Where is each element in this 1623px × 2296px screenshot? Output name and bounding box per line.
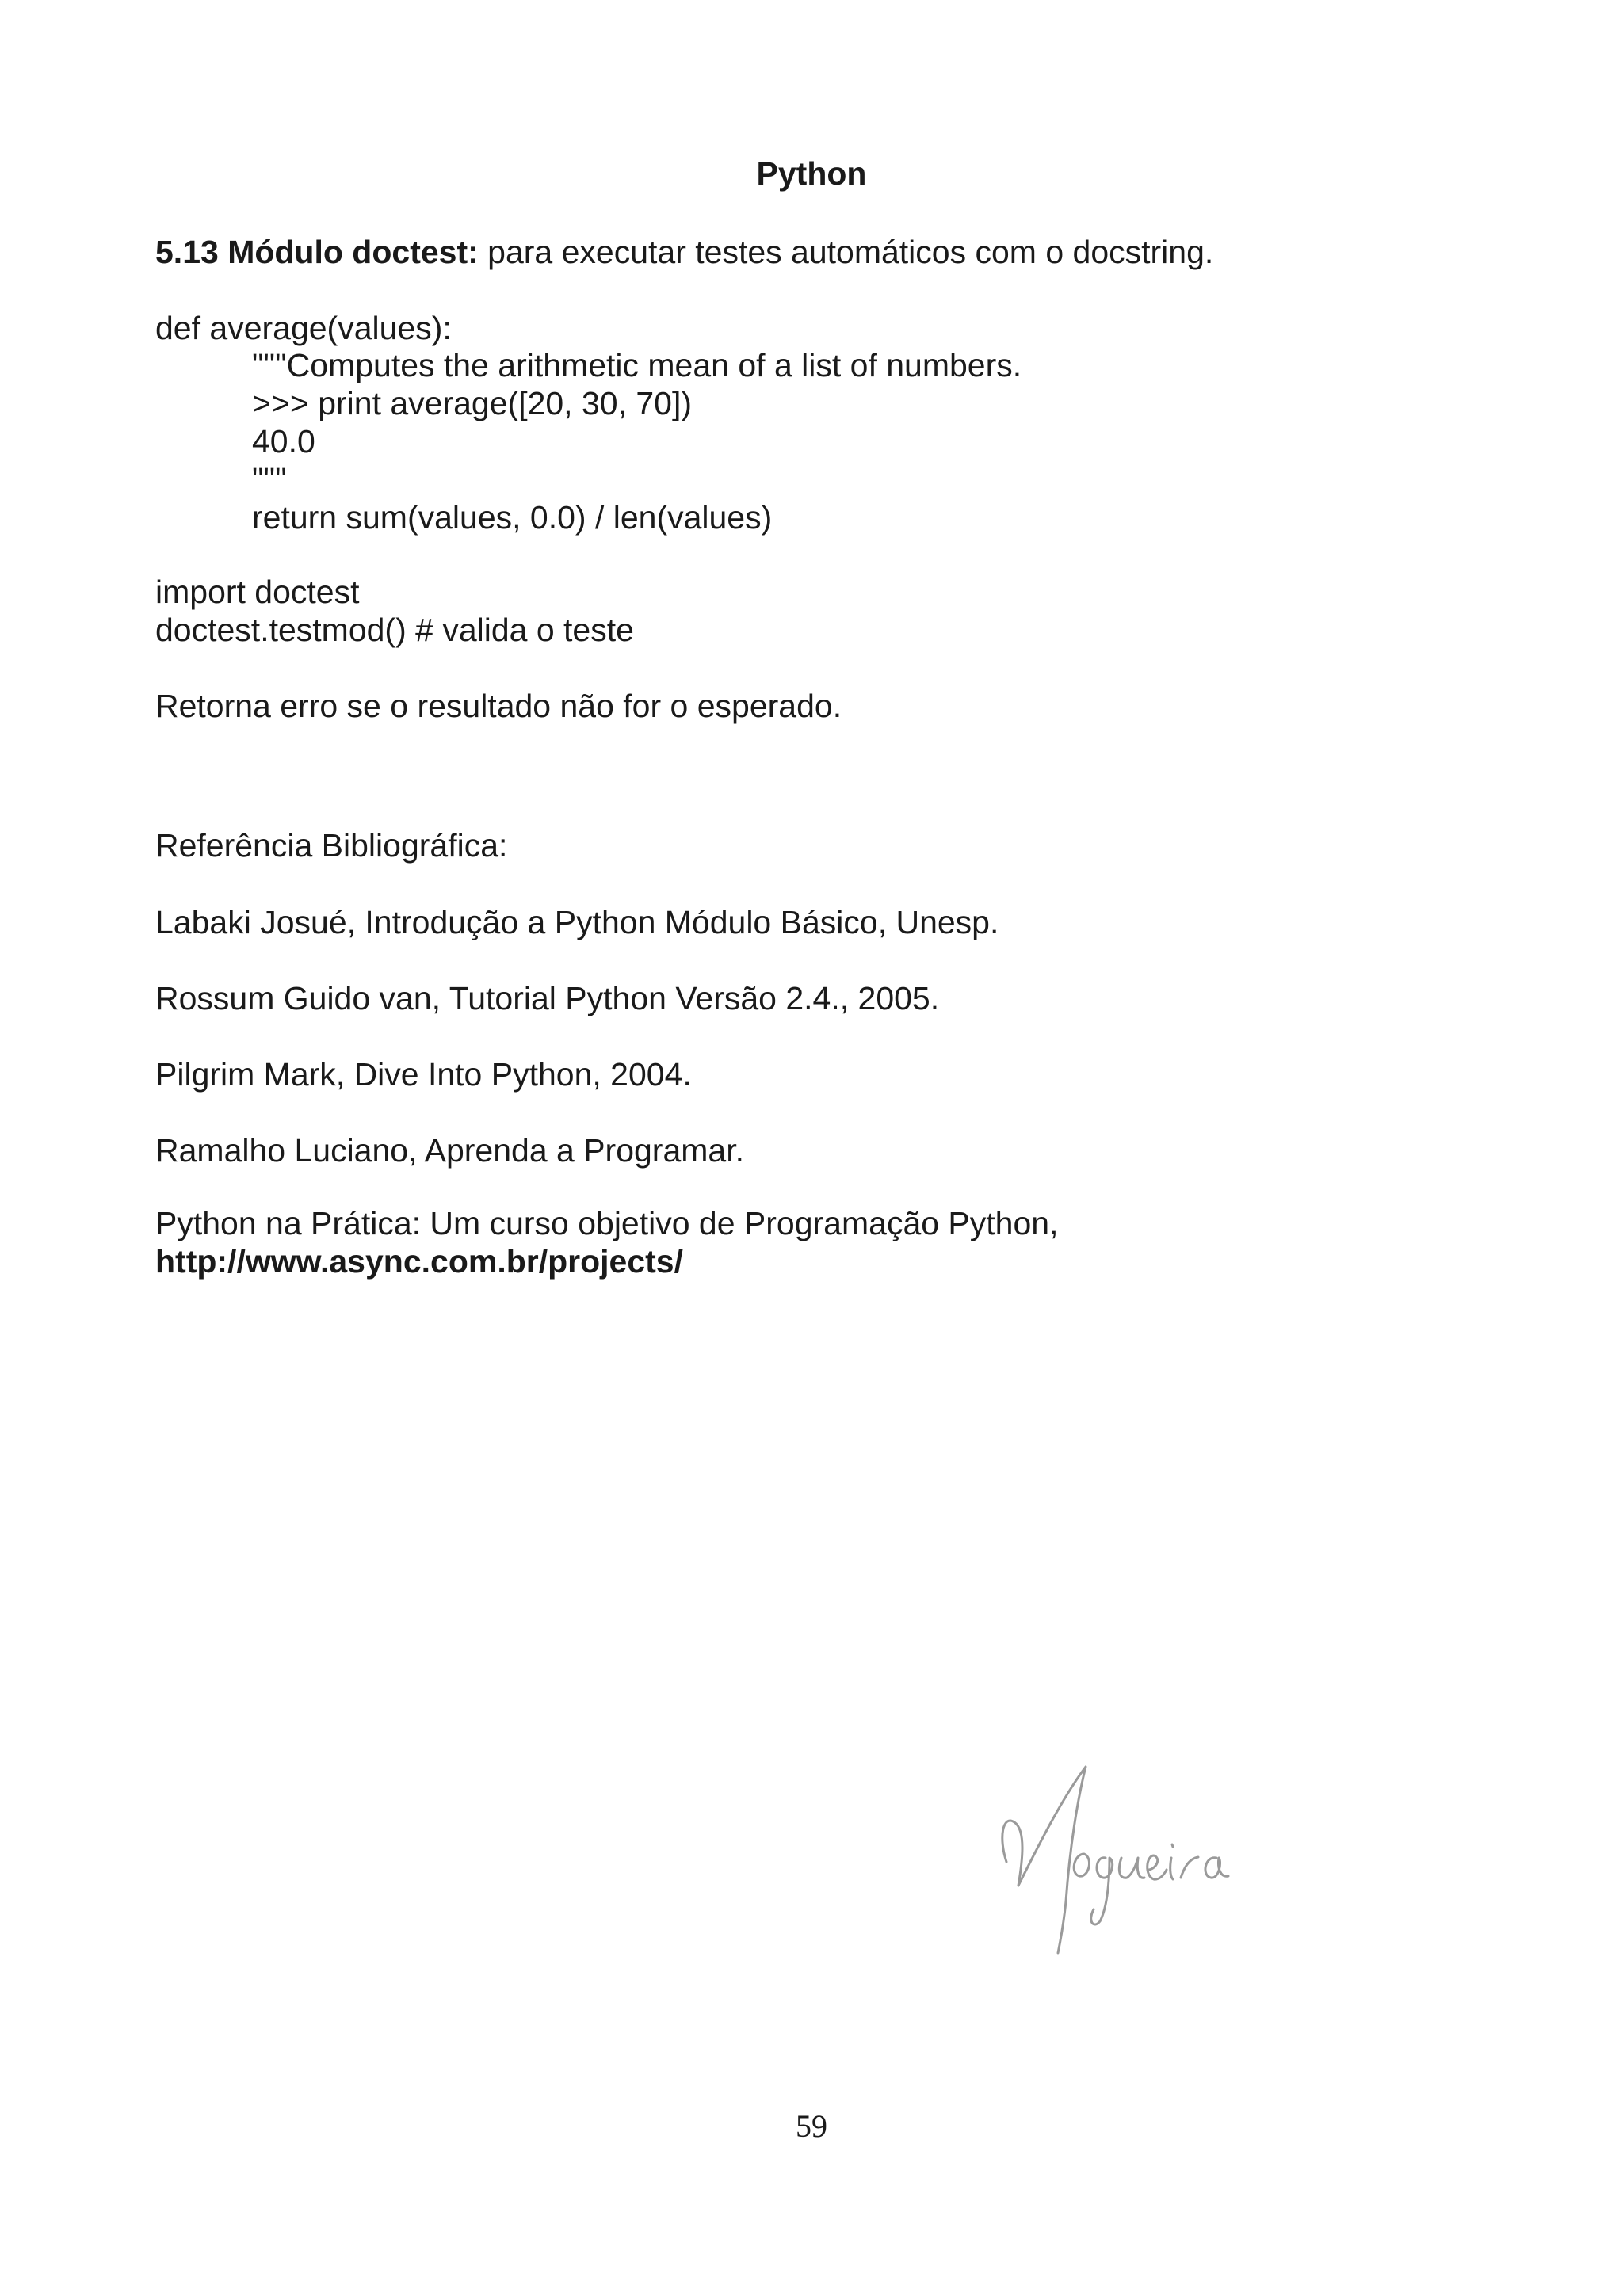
code-line-testmod: doctest.testmod() # valida o teste	[155, 612, 634, 648]
reference-item: Rossum Guido van, Tutorial Python Versão 2.4., 2005.	[155, 980, 940, 1016]
reference-item: Ramalho Luciano, Aprenda a Programar.	[155, 1132, 745, 1169]
reference-item: Pilgrim Mark, Dive Into Python, 2004.	[155, 1056, 692, 1093]
signature-image	[991, 1751, 1252, 1957]
section-heading-label: 5.13 Módulo doctest:	[155, 234, 479, 270]
note-text: Retorna erro se o resultado não for o esperado.	[155, 688, 842, 724]
page-number: 59	[796, 2108, 827, 2144]
page-title: Python	[756, 155, 867, 192]
reference-url: http://www.async.com.br/projects/	[155, 1243, 683, 1280]
section-heading	[155, 233, 1213, 271]
code-line-doctest-prompt: >>> print average([20, 30, 70])	[252, 385, 693, 421]
reference-text: Python na Prática: Um curso objetivo de Programação Python,	[155, 1205, 1059, 1241]
code-line-def: def average(values):	[155, 310, 452, 346]
code-line-docstring-close: """	[252, 461, 287, 498]
code-line-docstring-open: """Computes the arithmetic mean of a list of numbers.	[252, 347, 1022, 383]
code-line-return: return sum(values, 0.0) / len(values)	[252, 499, 773, 536]
code-line-doctest-output: 40.0	[252, 423, 315, 460]
reference-item: Labaki Josué, Introdução a Python Módulo Básico, Unesp.	[155, 904, 999, 940]
section-heading-text: para executar testes automáticos com o docstring.	[478, 234, 1214, 270]
references-title: Referência Bibliográfica:	[155, 827, 508, 864]
code-line-import: import doctest	[155, 574, 360, 610]
reference-item-last	[155, 1204, 1503, 1280]
